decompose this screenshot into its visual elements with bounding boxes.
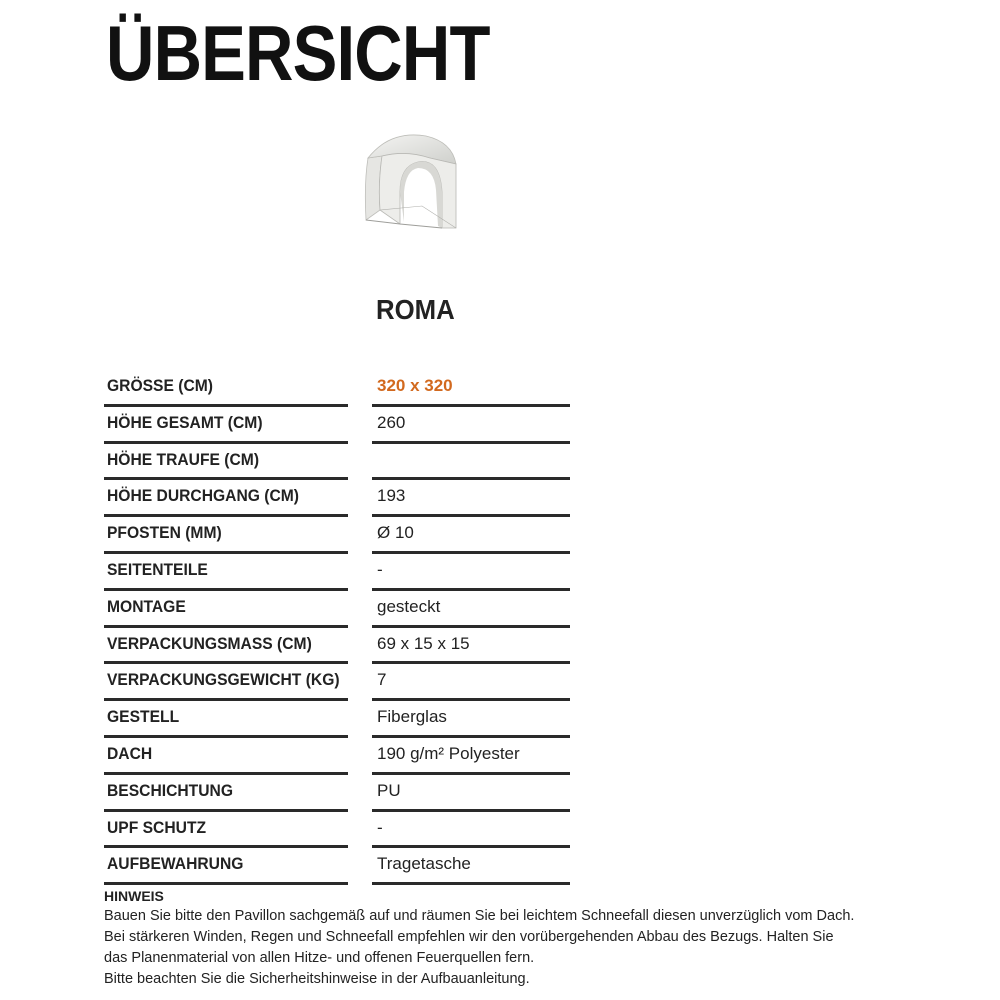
spec-table (104, 370, 574, 885)
note-line: das Planenmaterial von allen Hitze- und offenen Feuerquellen fern. (104, 950, 535, 966)
spec-row (104, 738, 574, 775)
spec-row (104, 554, 574, 591)
spec-value: - (377, 817, 383, 837)
spec-row (104, 812, 574, 849)
spec-row (104, 591, 574, 628)
spec-row (104, 480, 574, 517)
page-title: ÜBERSICHT (106, 9, 490, 97)
spec-row (104, 444, 574, 481)
spec-row (104, 407, 574, 444)
spec-label: SEITENTEILE (107, 559, 208, 579)
spec-value: 69 x 15 x 15 (377, 633, 470, 653)
row-divider (104, 882, 348, 885)
spec-value: 260 (377, 412, 406, 432)
note-line: Bauen Sie bitte den Pavillon sachgemäß auf und räumen Sie bei leichtem Schneefall diesen unverzüglich vom Dach. (104, 908, 855, 924)
note-title: HINWEIS (104, 888, 164, 904)
spec-value: - (377, 559, 383, 579)
spec-label: AUFBEWAHRUNG (107, 854, 244, 874)
spec-value: Ø 10 (377, 523, 414, 543)
note-line: Bitte beachten Sie die Sicherheitshinweise in der Aufbauanleitung. (104, 971, 530, 987)
spec-label: VERPACKUNGSGEWICHT (KG) (107, 670, 340, 690)
product-name: ROMA (376, 294, 455, 325)
spec-row (104, 775, 574, 812)
spec-value: Tragetasche (377, 854, 471, 874)
spec-row (104, 664, 574, 701)
spec-label: UPF SCHUTZ (107, 817, 207, 837)
spec-value: 193 (377, 486, 406, 506)
spec-value: 320 x 320 (377, 376, 453, 395)
spec-value: 190 g/m² Polyester (377, 743, 520, 763)
spec-row (104, 701, 574, 738)
spec-label: GESTELL (107, 707, 180, 727)
spec-label: MONTAGE (107, 596, 186, 616)
spec-value: gesteckt (377, 596, 441, 616)
spec-row (104, 848, 574, 885)
spec-label: VERPACKUNGSMASS (CM) (107, 633, 312, 653)
note-line: Bei stärkeren Winden, Regen und Schneefall empfehlen wir den vorübergehenden Abbau des Bezugs. Halten Sie (104, 929, 834, 945)
note-section (104, 888, 964, 990)
spec-label: BESCHICHTUNG (107, 780, 233, 800)
spec-label: HÖHE TRAUFE (CM) (107, 449, 260, 469)
spec-value: PU (377, 780, 401, 800)
spec-value: Fiberglas (377, 707, 447, 727)
spec-row (104, 628, 574, 665)
spec-label: HÖHE DURCHGANG (CM) (107, 486, 300, 506)
spec-row (104, 517, 574, 554)
dome-pavilion-image (360, 128, 460, 238)
spec-value: 7 (377, 670, 387, 690)
spec-label: PFOSTEN (MM) (107, 523, 222, 543)
spec-label: DACH (107, 743, 153, 763)
row-divider (372, 882, 570, 885)
spec-label: GRÖSSE (CM) (107, 376, 214, 395)
spec-label: HÖHE GESAMT (CM) (107, 412, 263, 432)
spec-row (104, 370, 574, 407)
